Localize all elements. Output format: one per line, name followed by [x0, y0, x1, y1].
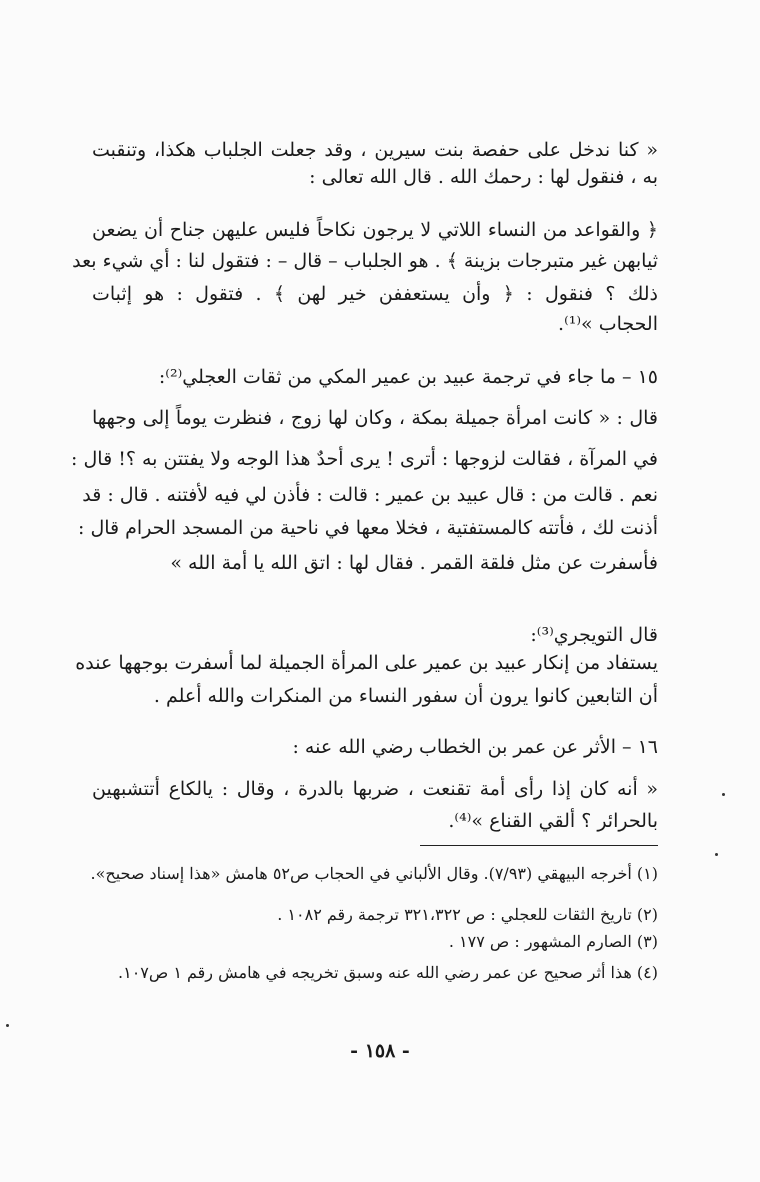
- footnote-1: (١) أخرجه البيهقي (٧/٩٣). وقال الألباني في الحجاب ص٥٢ هامش «هذا إسناد صحيح».: [90, 864, 658, 883]
- section-label-tuwaijri: قال التويجري⁽³⁾:: [530, 624, 658, 646]
- text-line-11: أذنت لك ، فأتته كالمستفتية ، فخلا معها في ناحية من المسجد الحرام قال :: [78, 517, 658, 539]
- text-line-6: الحجاب »⁽¹⁾.: [558, 313, 658, 335]
- text-line-2: به ، فنقول لها : رحمك الله . قال الله تعالى :: [309, 166, 658, 188]
- text-line-17: « أنه كان إذا رأى أمة تقنعت ، ضربها بالدرة ، وقال : يالكاع أتتشبهين: [92, 778, 658, 800]
- text-line-1: « كنا ندخل على حفصة بنت سيرين ، وقد جعلت الجلباب هكذا، وتنقبت: [92, 139, 658, 161]
- text-line-15: أن التابعين كانوا يرون أن سفور النساء من المنكرات والله أعلم .: [153, 685, 658, 707]
- scan-speck: [6, 1024, 9, 1027]
- text-line-9: في المرآة ، فقالت لزوجها : أترى ! يرى أحدٌ هذا الوجه ولا يفتتن به ؟! قال :: [71, 448, 658, 470]
- text-line-8: قال : « كانت امرأة جميلة بمكة ، وكان لها زوج ، فنظرت يوماً إلى وجهها: [92, 407, 658, 429]
- footnote-divider: [420, 845, 658, 846]
- footnote-4: (٤) هذا أثر صحيح عن عمر رضي الله عنه وسبق تخريجه في هامش رقم ١ ص١٠٧.: [118, 963, 658, 982]
- scan-speck: [715, 853, 718, 856]
- text-line-18: بالحرائر ؟ ألقي القناع »⁽⁴⁾.: [448, 810, 658, 832]
- page-number: - ١٥٨ -: [350, 1040, 410, 1062]
- text-line-10: نعم . قالت من : قال عبيد بن عمير : قالت : فأذن لي فيه لأفتنه . قال : قد: [82, 484, 658, 506]
- text-line-14: يستفاد من إنكار عبيد بن عمير على المرأة الجميلة لما أسفرت بوجهها عنده: [75, 652, 658, 674]
- quran-line-1: ﴿ والقواعد من النساء اللاتي لا يرجون نكاحاً فليس عليهن جناح أن يضعن: [92, 219, 658, 241]
- text-line-4: ثيابهن غير متبرجات بزينة ﴾ . هو الجلباب – قال – : فتقول لنا : أي شيء بعد: [72, 250, 658, 272]
- text-line-12: فأسفرت عن مثل فلقة القمر . فقال لها : اتق الله يا أمة الله »: [170, 552, 658, 574]
- section-heading-16: ١٦ – الأثر عن عمر بن الخطاب رضي الله عنه :: [292, 736, 658, 758]
- scan-speck: [722, 793, 725, 796]
- section-heading-15: ١٥ – ما جاء في ترجمة عبيد بن عمير المكي من ثقات العجلي⁽²⁾:: [158, 366, 658, 388]
- footnote-2: (٢) تاريخ الثقات للعجلي : ص ٣٢١،٣٢٢ ترجمة رقم ١٠٨٢ .: [277, 905, 658, 924]
- quran-line-2: ذلك ؟ فنقول : ﴿ وأن يستعففن خير لهن ﴾ . فتقول : هو إثبات: [92, 283, 658, 305]
- footnote-3: (٣) الصارم المشهور : ص ١٧٧ .: [448, 932, 658, 951]
